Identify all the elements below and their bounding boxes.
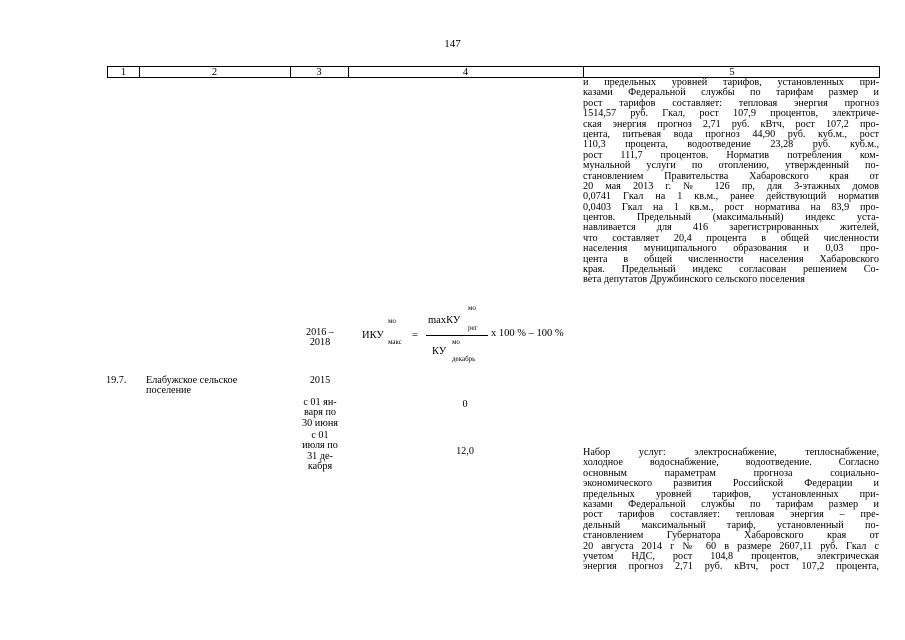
value-first-half: 0 <box>462 399 468 410</box>
period-line: 2018 <box>309 337 331 349</box>
text-line: энергия прогноз 2,71 руб. кВтч, рост 107,2 процента, <box>583 561 879 573</box>
formula-tail: x 100 % – 100 % <box>491 328 564 339</box>
page-number: 147 <box>444 38 461 50</box>
row-19-7-description <box>583 448 879 573</box>
period-first-half <box>290 398 350 429</box>
numerator-superscript: мо <box>468 304 476 312</box>
period-line: 2016 – <box>305 327 334 338</box>
header-col-5: 5 <box>729 67 735 78</box>
period-line: 31 де- <box>307 450 333 462</box>
period-line: июля по <box>302 440 338 452</box>
denominator-main: КУ <box>432 346 447 357</box>
text-line: Набор услуг: электроснабжение, теплоснабжение, <box>583 447 879 458</box>
period-second-half <box>290 431 350 473</box>
text-line: цента в общей численности населения Хабаровского <box>583 253 879 265</box>
text-line: казами Федеральной службы по тарифам размер и <box>583 87 879 99</box>
text-line: центов. Предельный (максимальный) индекс уста- <box>583 212 879 224</box>
settlement-name <box>146 376 286 397</box>
text-line: ская энергия прогноз 2,71 руб. кВтч, рост 107,2 про- <box>583 118 879 130</box>
text-line: 1514,57 руб. Гкал, рост 107,9 процентов, электриче- <box>583 108 879 120</box>
header-col-2: 2 <box>211 67 218 78</box>
numerator-main: maxКУ <box>428 315 461 326</box>
period-line: с 01 <box>311 430 329 441</box>
numerator-subscript: рег <box>468 324 478 332</box>
header-col-1: 1 <box>120 67 127 78</box>
text-line: 110,3 процента, водоотведение 23,28 руб. куб.м., <box>583 139 879 151</box>
period-line: варя по <box>303 407 337 419</box>
text-line: что составляет 20,4 процента в общей численности <box>583 232 879 244</box>
row-number: 19.7. <box>106 375 127 386</box>
text-line: вета депутатов Дружбинского сельского поселения <box>583 274 805 286</box>
fraction-bar <box>426 335 488 336</box>
top-row-description <box>583 78 879 286</box>
text-line: учетом НДС, рост 104,8 процентов, электрическая <box>583 550 879 562</box>
index-formula <box>360 300 590 370</box>
text-line: 0,0741 Гкал на 1 кв.м., ранее действующий норматив <box>583 191 879 203</box>
row-year: 2015 <box>309 375 331 386</box>
text-line: края. Предельный индекс согласован решением Со- <box>583 264 879 276</box>
text-line: холодное водоснабжение, водоотведение. Согласно <box>583 457 879 469</box>
name-line: поселение <box>146 385 191 397</box>
text-line: населения муниципального образования и 0,03 про- <box>583 243 879 255</box>
denominator-superscript: мо <box>452 338 460 346</box>
name-line: Елабужское сельское <box>146 375 238 386</box>
text-line: основным параметрам прогноза социально- <box>583 467 879 479</box>
period-line: 30 июня <box>302 417 338 429</box>
period-line: с 01 ян- <box>303 397 337 408</box>
text-line: становлением Правительства Хабаровского края от <box>583 170 879 182</box>
text-line: дельный максимальный тариф, установленный по- <box>583 519 879 531</box>
text-line: казами Федеральной службы по тарифам размер и <box>583 498 879 510</box>
text-line: рост тарифов составляет: тепловая энергия прогноз <box>583 97 879 109</box>
text-line: становлением Губернатора Хабаровского края от <box>583 530 879 542</box>
formula-period <box>290 328 350 349</box>
text-line: цента, питьевая вода прогноз 44,90 руб. куб.м., рост <box>583 128 879 140</box>
lhs-subscript: макс <box>388 338 402 346</box>
denominator-subscript: декабрь <box>452 355 476 363</box>
value-second-half: 12,0 <box>456 446 474 457</box>
text-line: предельных уровней тарифов, установленных при- <box>583 488 879 500</box>
period-line: кабря <box>307 461 333 473</box>
formula-equals: = <box>412 330 418 341</box>
text-line: рост тарифов составляет: тепловая энергия – пре- <box>583 509 879 521</box>
lhs-main: ИКУ <box>362 330 384 341</box>
text-line: рост 111,7 процентов. Норматив потребления ком- <box>583 149 879 161</box>
text-line: экономического развития Российской Федерации и <box>583 478 879 490</box>
header-col-4: 4 <box>462 67 469 78</box>
text-line: 20 августа 2014 г № 60 в размере 2607,11 руб. Гкал с <box>583 540 879 552</box>
text-line: 20 мая 2013 г. № 126 пр, для 3-этажных домов <box>583 180 879 192</box>
lhs-superscript: мо <box>388 317 396 325</box>
text-line: и предельных уровней тарифов, установленных при- <box>583 77 879 88</box>
text-line: мунальной услуги по отоплению, утвержденный по- <box>583 160 879 172</box>
header-col-3: 3 <box>316 67 322 78</box>
text-line: 0,0403 Гкал на 1 кв.м., рост норматива на 83,9 про- <box>583 201 879 213</box>
text-line: навливается для 416 зарегистрированных жителей, <box>583 222 879 234</box>
